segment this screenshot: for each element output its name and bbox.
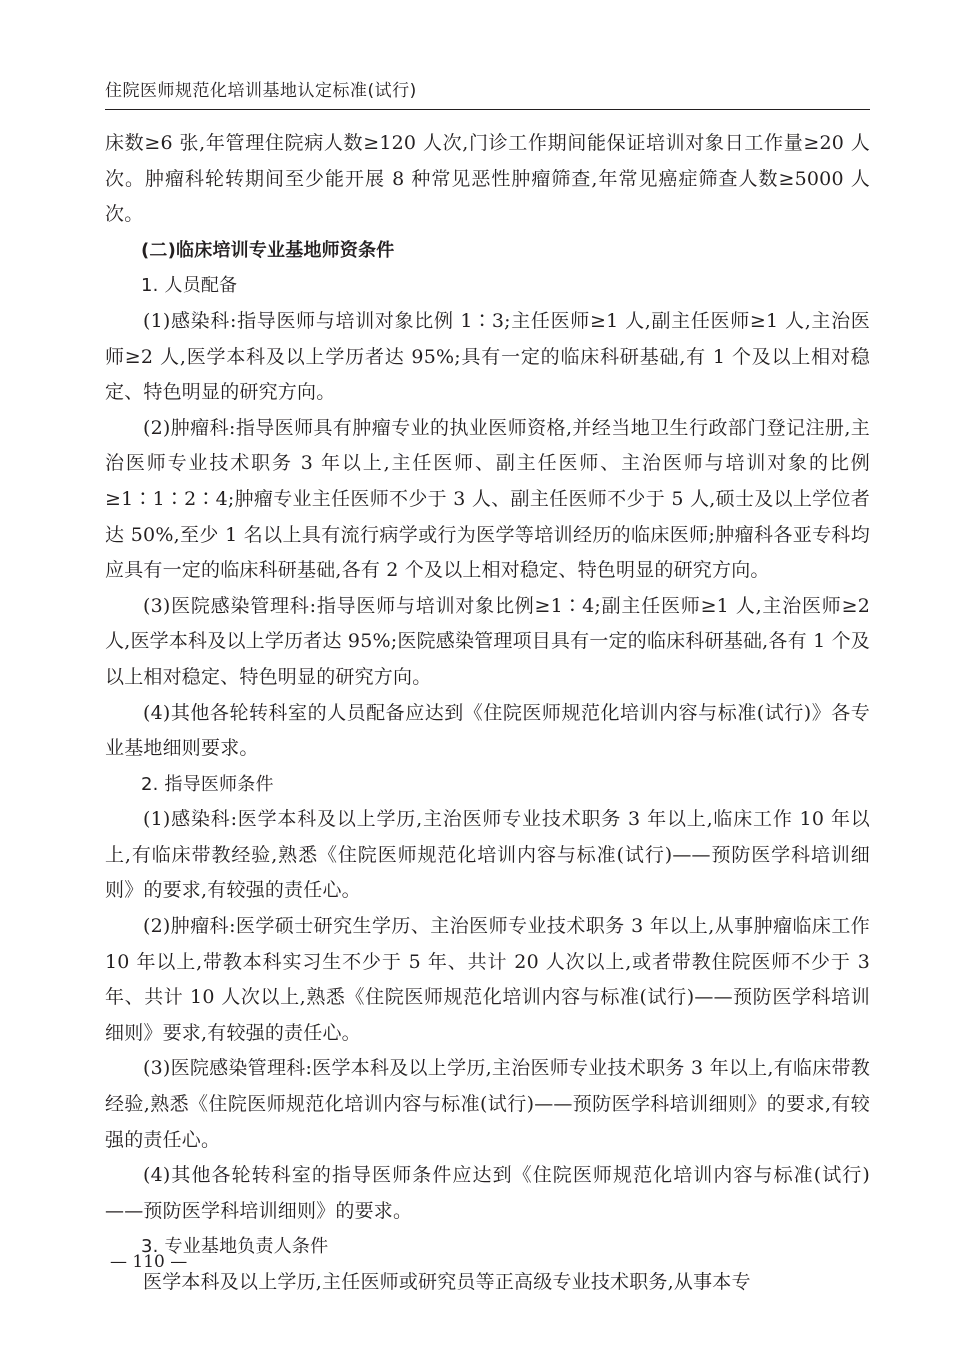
paragraph-continued: 床数≥6 张,年管理住院病人数≥120 人次,门诊工作期间能保证培训对象日工作量≥20 人次。肿瘤科轮转期间至少能开展 8 种常见恶性肿瘤筛查,年常见癌症筛查人数≥5000 人次。 — [105, 132, 870, 226]
section-heading: (二)临床培训专业基地师资条件 — [141, 239, 395, 261]
paragraph: (2)肿瘤科:指导医师具有肿瘤专业的执业医师资格,并经当地卫生行政部门登记注册,主治医师专业技术职务 3 年以上,主任医师、副主任医师、主治医师与培训对象的比例≥1∶1∶2∶4;肿瘤专业主任医师不少于 3 人、副主任医师不少于 5 人,硕士及以上学位者达 50%,至少 1 名以上具有流行病学或行为医学等培训经历的临床医师;肿瘤科各亚专科均应具有一定的临床科研基础,各有 2 个及以上相对稳定、特色明显的研究方向。 — [105, 416, 870, 582]
paragraph: (4)其他各轮转科室的指导医师条件应达到《住院医师规范化培训内容与标准(试行)——预防医学科培训细则》的要求。 — [105, 1164, 870, 1222]
header-rule — [105, 109, 870, 110]
subsection-heading: 2. 指导医师条件 — [141, 773, 274, 795]
paragraph: (3)医院感染管理科:医学本科及以上学历,主治医师专业技术职务 3 年以上,有临床带教经验,熟悉《住院医师规范化培训内容与标准(试行)——预防医学科培训细则》的要求,有较强的责任心。 — [105, 1057, 870, 1151]
page-body — [105, 126, 870, 1301]
page-number: — 110 — — [110, 1252, 188, 1272]
paragraph: (1)感染科:指导医师与培训对象比例 1∶3;主任医师≥1 人,副主任医师≥1 人,主治医师≥2 人,医学本科及以上学历者达 95%;具有一定的临床科研基础,有 1 个及以上相对稳定、特色明显的研究方向。 — [105, 309, 870, 404]
paragraph: (1)感染科:医学本科及以上学历,主治医师专业技术职务 3 年以上,临床工作 10 年以上,有临床带教经验,熟悉《住院医师规范化培训内容与标准(试行)——预防医学科培训细则》的要求,有较强的责任心。 — [105, 808, 870, 902]
paragraph: (2)肿瘤科:医学硕士研究生学历、主治医师专业技术职务 3 年以上,从事肿瘤临床工作 10 年以上,带教本科实习生不少于 5 年、共计 20 人次以上,或者带教住院医师不少于 3 年、共计 10 人次以上,熟悉《住院医师规范化培训内容与标准(试行)——预防医学科培训细则》要求,有较强的责任心。 — [105, 915, 870, 1044]
subsection-heading: 3. 专业基地负责人条件 — [141, 1236, 329, 1258]
paragraph-continues: 医学本科及以上学历,主任医师或研究员等正高级专业技术职务,从事本专 — [143, 1271, 751, 1293]
paragraph: (3)医院感染管理科:指导医师与培训对象比例≥1∶4;副主任医师≥1 人,主治医师≥2 人,医学本科及以上学历者达 95%;医院感染管理项目具有一定的临床科研基础,各有 1 个及以上相对稳定、特色明显的研究方向。 — [105, 594, 870, 688]
running-header: 住院医师规范化培训基地认定标准(试行) — [105, 81, 417, 101]
paragraph: (4)其他各轮转科室的人员配备应达到《住院医师规范化培训内容与标准(试行)》各专业基地细则要求。 — [105, 701, 870, 760]
subsection-heading: 1. 人员配备 — [141, 275, 238, 297]
